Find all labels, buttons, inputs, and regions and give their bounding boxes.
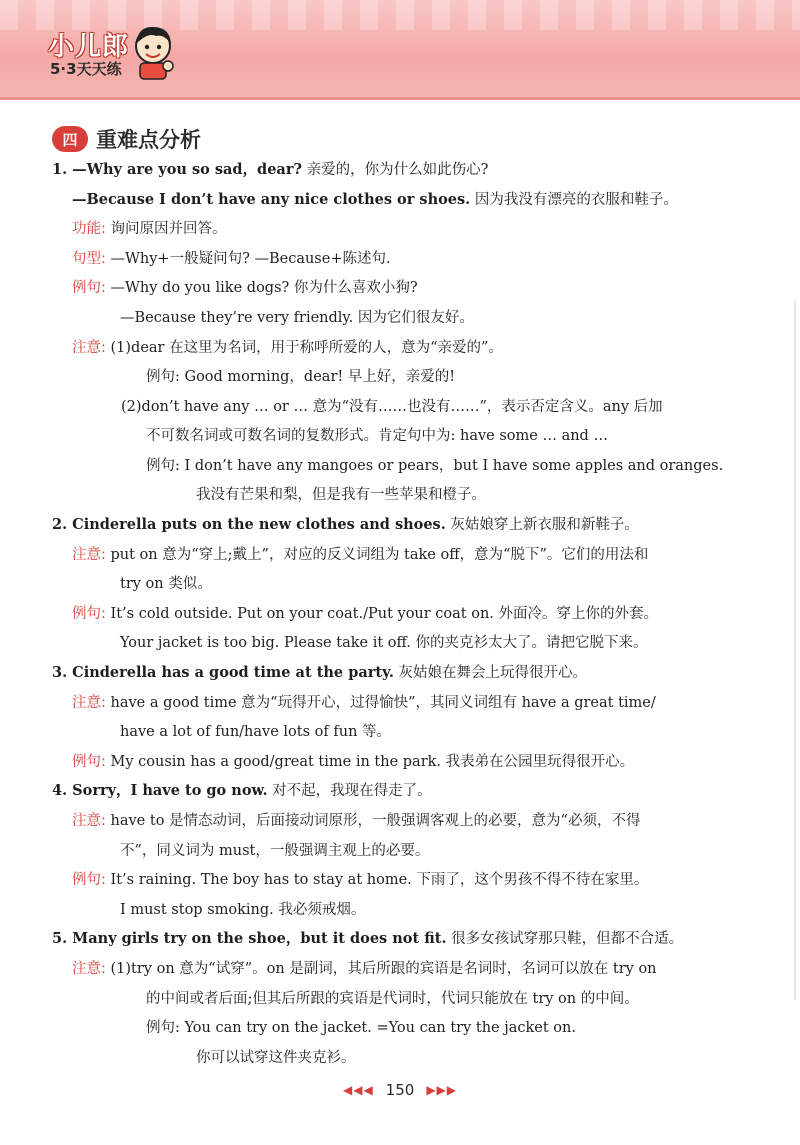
text-segment: 例句: You can try on the jacket. =You can try the jacket on. [146,1020,576,1036]
section-title: 重难点分析 [96,128,201,152]
text-segment: 你可以试穿这件夹克衫。 [196,1050,356,1066]
text-line [52,663,587,683]
text-line [146,1018,576,1038]
text-line [120,722,391,742]
brand-subtitle: 5·3天天练 [50,60,122,78]
note-label: 注意: [72,695,106,711]
text-segment: —Why+一般疑问句? —Because+陈述句. [105,251,391,267]
text-segment: (1)try on 意为“试穿”。on 是副词，其后所跟的宾语是名词时，名词可以放在 try on [105,961,657,977]
note-label: 例句: [72,280,106,296]
text-segment: —Because they’re very friendly. 因为它们很友好。 [120,310,474,326]
page-edge-shadow [794,300,796,1000]
text-segment: 5. Many girls try on the shoe，but it does not fit. [52,930,447,947]
text-segment: —Because I don’t have any nice clothes or shoes. [72,191,471,208]
note-label: 例句: [72,872,106,888]
text-line [72,870,648,890]
note-label: 注意: [72,547,106,563]
text-line [72,752,634,772]
text-segment: Why are you so sad，dear? [86,161,302,178]
note-label: 注意: [72,961,106,977]
text-line [120,633,648,653]
text-segment: put on 意为“穿上;戴上”，对应的反义词组为 take off，意为“脱下”。它们的用法和 [105,547,649,563]
page-header [0,0,800,100]
text-line [72,278,418,298]
text-line [72,693,656,713]
text-line [52,515,639,535]
text-segment: 例句: Good morning，dear! 早上好，亲爱的! [146,369,456,385]
prev-arrows-icon: ◀◀◀ [342,1083,374,1097]
text-segment: (1)dear 在这里为名词，用于称呼所爱的人，意为“亲爱的”。 [105,340,503,356]
text-line [120,841,429,861]
section-heading [52,122,201,156]
text-segment: It’s cold outside. Put on your coat./Put your coat on. 外面冷。穿上你的外套。 [105,606,659,622]
text-segment: 我没有芒果和梨，但是我有一些苹果和橙子。 [196,487,486,503]
text-segment: 因为我没有漂亮的衣服和鞋子。 [470,192,678,208]
text-line [72,338,503,358]
text-segment: —Why do you like dogs? 你为什么喜欢小狗? [105,280,418,296]
text-line [120,900,365,920]
text-segment: My cousin has a good/great time in the park. 我表弟在公园里玩得很开心。 [105,754,635,770]
note-label: 注意: [72,340,106,356]
text-line [72,219,227,239]
text-segment: 对不起，我现在得走了。 [267,783,432,799]
text-segment: (2)don’t have any … or … 意为“没有……也没有……”，表示否定含义。any 后加 [121,399,663,415]
text-segment: 4. Sorry，I have to go now. [52,782,268,799]
note-label: 功能: [72,221,106,237]
text-segment: have a lot of fun/have lots of fun 等。 [120,724,392,740]
text-segment: It’s raining. The boy has to stay at home. 下雨了，这个男孩不得不待在家里。 [105,872,649,888]
text-line [196,1048,356,1068]
text-segment: 3. Cinderella has a good time at the party. [52,664,394,681]
note-label: 句型: [72,251,106,267]
text-line [196,485,486,505]
note-label: 例句: [72,606,106,622]
text-segment: 亲爱的，你为什么如此伤心? [301,162,489,178]
text-line [146,367,455,387]
text-segment: 灰姑娘在舞会上玩得很开心。 [393,665,587,681]
page-footer [0,1078,800,1102]
text-line [120,308,474,328]
note-label: 例句: [72,754,106,770]
text-segment: 询问原因并回答。 [105,221,227,237]
text-line [146,426,608,446]
text-segment: 很多女孩试穿那只鞋，但都不合适。 [446,931,684,947]
text-line [121,397,663,417]
text-segment: 例句: I don’t have any mangoes or pears，but I have some apples and oranges. [146,458,724,474]
text-segment: try on 类似。 [120,576,212,592]
text-line [52,160,488,180]
text-line [52,781,432,801]
text-line [72,959,657,979]
text-segment: Your jacket is too big. Please take it off. 你的夹克衫太大了。请把它脱下来。 [120,635,648,651]
next-arrows-icon: ▶▶▶ [426,1083,457,1097]
text-line [146,456,723,476]
text-line [72,545,648,565]
text-line [72,190,678,210]
text-segment: 不”，同义词为 must，一般强调主观上的必要。 [120,843,430,859]
page-number: 150 [385,1081,415,1099]
text-segment: 不可数名词或可数名词的复数形式。肯定句中为: have some … and … [146,428,608,444]
text-line [72,811,640,831]
text-segment: 的中间或者后面;但其后所跟的宾语是代词时，代词只能放在 try on 的中间。 [146,991,639,1007]
text-segment: have a good time 意为“玩得开心，过得愉快”，其同义词组有 have a great time/ [105,695,656,711]
text-line [72,249,391,269]
text-line [120,574,212,594]
text-segment: 1. — [52,161,87,178]
mascot-boy-icon [128,22,178,82]
text-segment: 灰姑娘穿上新衣服和新鞋子。 [445,517,639,533]
text-segment: I must stop smoking. 我必须戒烟。 [120,902,366,918]
text-line [146,989,639,1009]
text-segment: 2. Cinderella puts on the new clothes and shoes. [52,516,446,533]
text-segment: have to 是情态动词，后面接动词原形，一般强调客观上的必要，意为“必须，不得 [105,813,641,829]
section-number-badge: 四 [52,126,88,152]
note-label: 注意: [72,813,106,829]
text-line [72,604,658,624]
brand-logo-text: 小儿郎 [48,32,130,62]
text-line [52,929,683,949]
